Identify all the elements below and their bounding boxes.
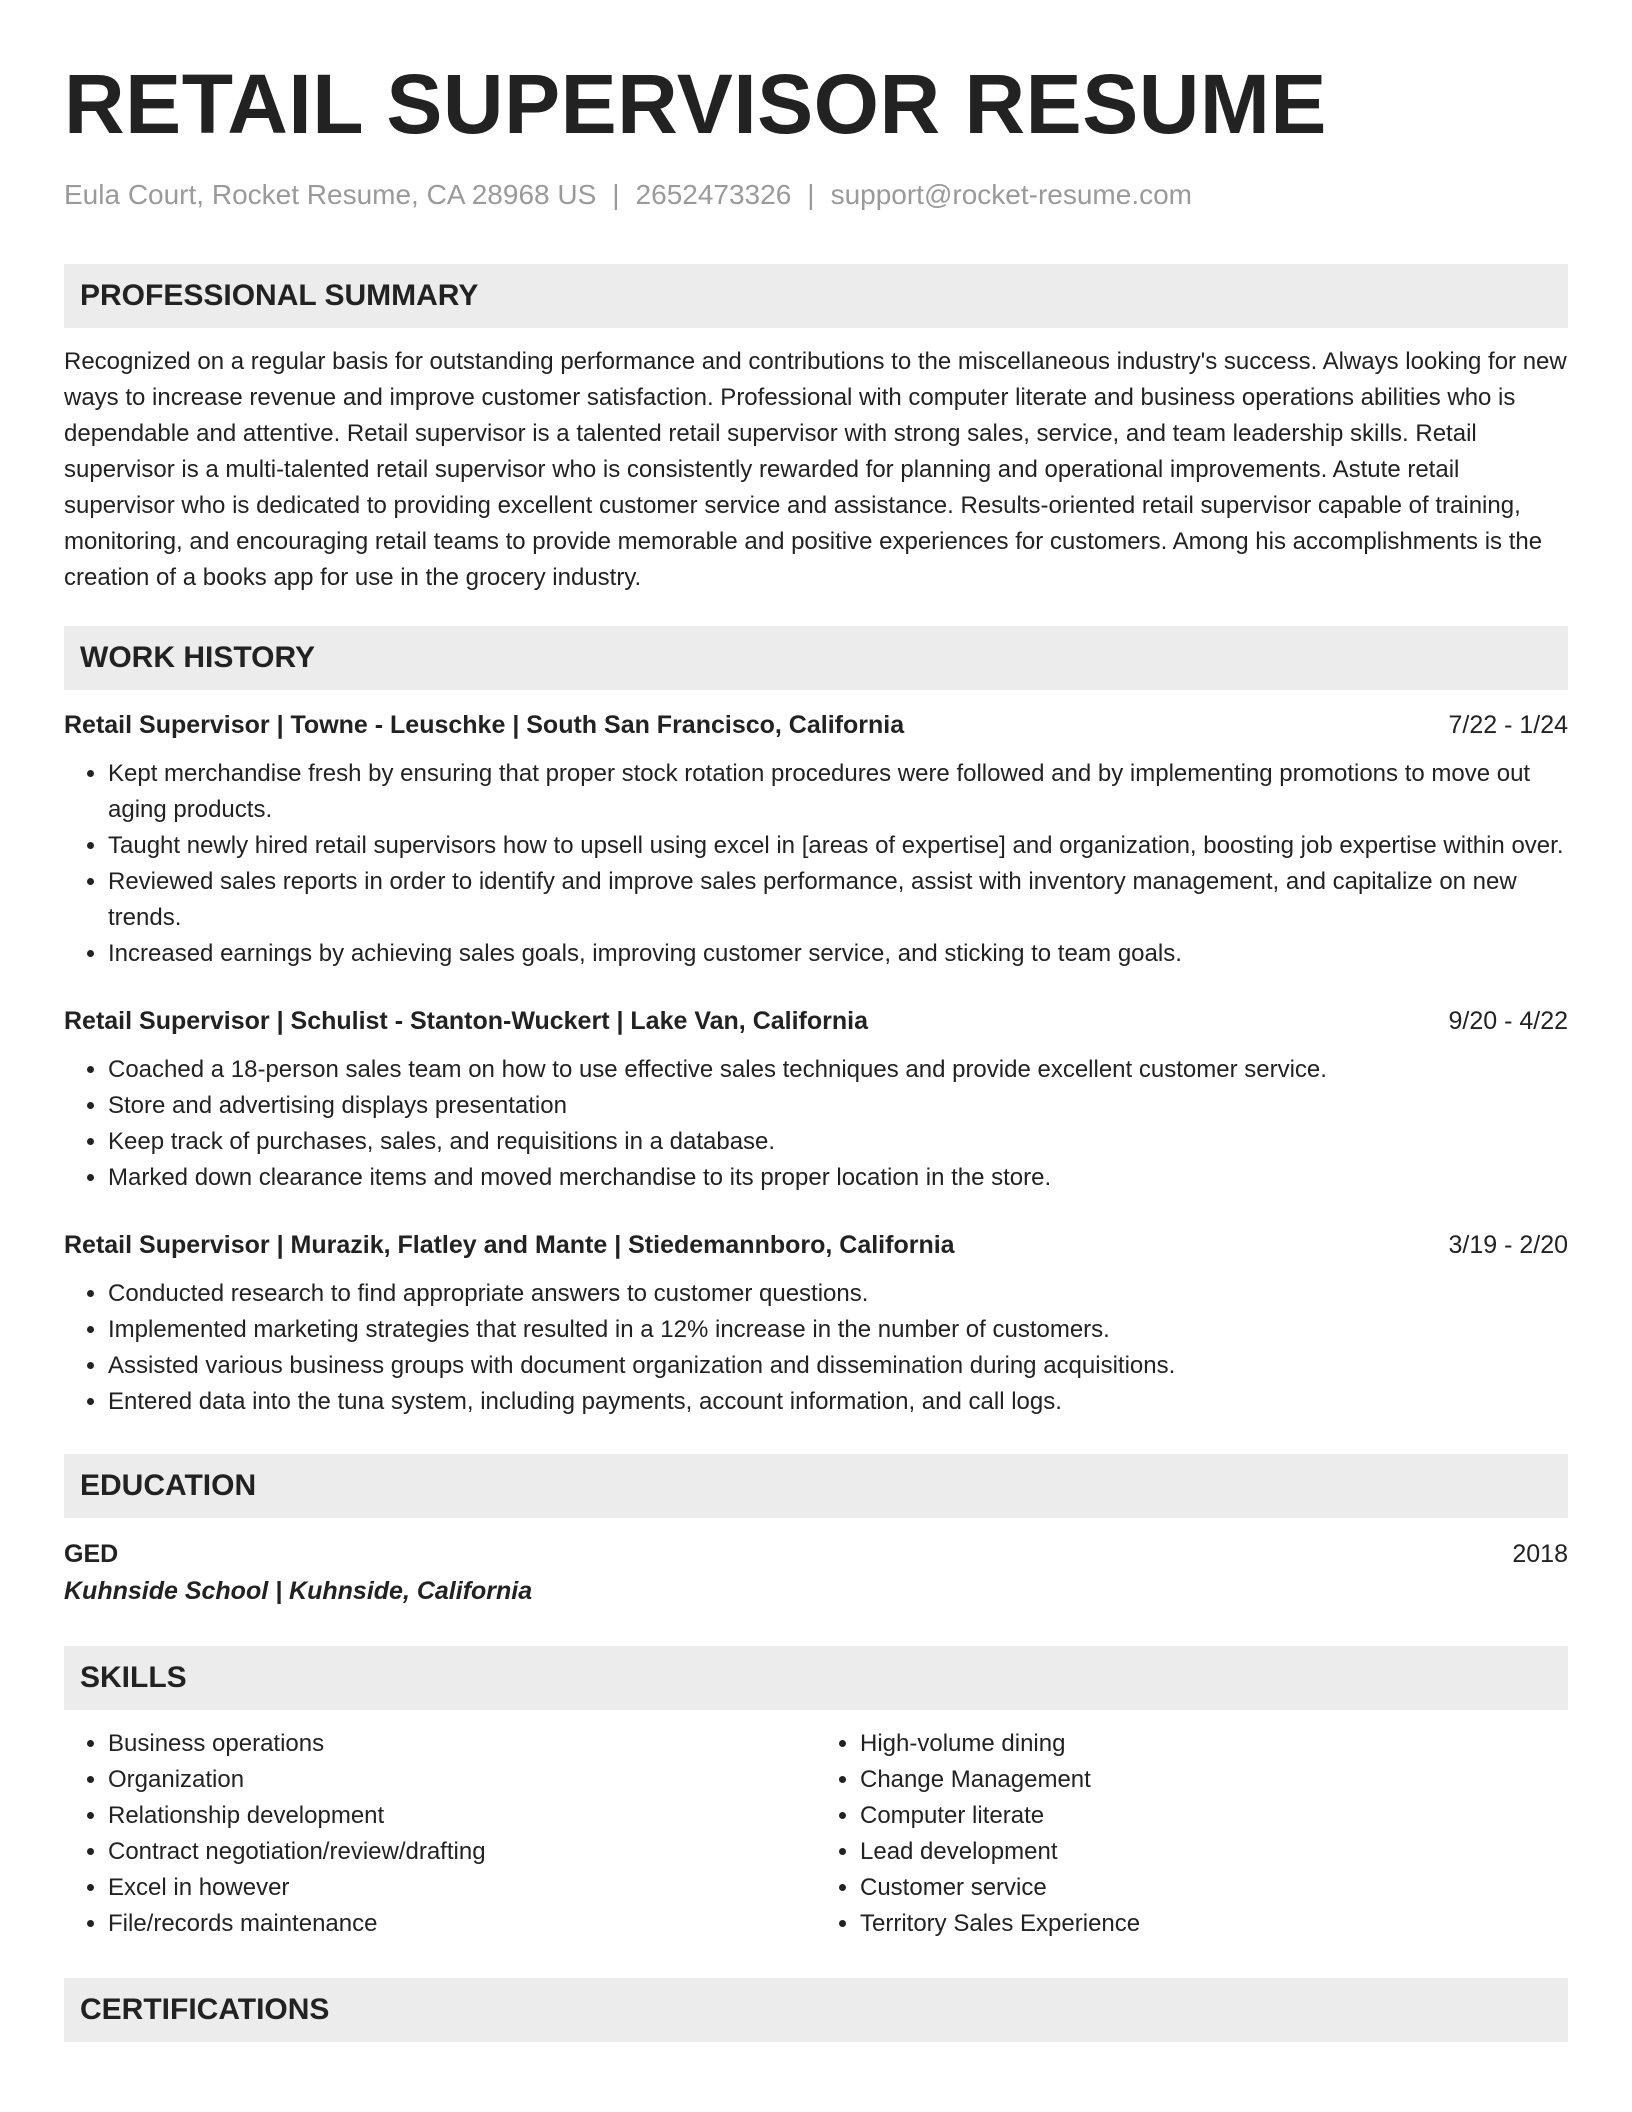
job-bullets <box>64 756 1568 972</box>
job-entry <box>64 1004 1568 1196</box>
education-school: Kuhnside School | Kuhnside, California <box>64 1577 533 1605</box>
skills-column-right <box>816 1726 1568 1942</box>
job-entry <box>64 1228 1568 1420</box>
skill-item: • Customer service <box>860 1870 1568 1906</box>
job-bullet: • Assisted various business groups with document organization and dissemination during acquisitions. <box>108 1348 1568 1384</box>
skill-item: • Excel in however <box>108 1870 816 1906</box>
contact-separator: | <box>612 179 620 210</box>
job-title: Retail Supervisor | Murazik, Flatley and Mante | Stiedemannboro, California <box>64 1231 955 1259</box>
job-dates: 3/19 - 2/20 <box>1448 1231 1568 1259</box>
contact-line <box>64 178 1568 212</box>
job-bullet: • Increased earnings by achieving sales goals, improving customer service, and sticking to team goals. <box>108 936 1568 972</box>
contact-phone: 2652473326 <box>635 179 792 210</box>
skill-item: • Territory Sales Experience <box>860 1906 1568 1942</box>
skill-item: • Lead development <box>860 1834 1568 1870</box>
section-header-education: EDUCATION <box>64 1454 1568 1518</box>
job-dates: 7/22 - 1/24 <box>1448 711 1568 739</box>
job-title: Retail Supervisor | Schulist - Stanton-Wuckert | Lake Van, California <box>64 1007 868 1035</box>
job-entry <box>64 708 1568 972</box>
section-header-skills: SKILLS <box>64 1646 1568 1710</box>
skill-item: • File/records maintenance <box>108 1906 816 1942</box>
section-header-certifications: CERTIFICATIONS <box>64 1978 1568 2042</box>
skill-item: • Business operations <box>108 1726 816 1762</box>
skills-column-left <box>64 1726 816 1942</box>
contact-address: Eula Court, Rocket Resume, CA 28968 US <box>64 179 597 210</box>
job-title: Retail Supervisor | Towne - Leuschke | South San Francisco, California <box>64 711 905 739</box>
education-entry <box>64 1536 1568 1610</box>
job-bullet: • Store and advertising displays presentation <box>108 1088 1568 1124</box>
education-degree: GED <box>64 1540 119 1568</box>
job-bullet: • Entered data into the tuna system, including payments, account information, and call logs. <box>108 1384 1568 1420</box>
summary-text: Recognized on a regular basis for outstanding performance and contributions to the miscellaneous industry's success. Always looking for new ways to increase revenue and improve customer satisfaction. Professional with computer literate and business operations abilities who is dependable and attentive. Retail supervisor is a talented retail supervisor with strong sales, service, and team leadership skills. Retail supervisor is a multi-talented retail supervisor who is consistently rewarded for planning and operational improvements. Astute retail supervisor who is dedicated to providing excellent customer service and assistance. Results-oriented retail supervisor capable of training, monitoring, and encouraging retail teams to provide memorable and positive experiences for customers. Among his accomplishments is the creation of a books app for use in the grocery industry. <box>64 348 1567 591</box>
skills-list <box>816 1726 1568 1942</box>
skill-item: • Change Management <box>860 1762 1568 1798</box>
job-bullet: • Coached a 18-person sales team on how to use effective sales techniques and provide excellent customer service. <box>108 1052 1568 1088</box>
job-bullet: • Kept merchandise fresh by ensuring that proper stock rotation procedures were followed and by implementing promotions to move out aging products. <box>108 756 1568 828</box>
job-dates: 9/20 - 4/22 <box>1448 1007 1568 1035</box>
skills-list <box>64 1726 816 1942</box>
job-bullets <box>64 1276 1568 1420</box>
skills-grid <box>64 1726 1568 1942</box>
contact-separator: | <box>807 179 815 210</box>
job-bullet: • Implemented marketing strategies that resulted in a 12% increase in the number of customers. <box>108 1312 1568 1348</box>
job-bullet: • Conducted research to find appropriate answers to customer questions. <box>108 1276 1568 1312</box>
education-year: 2018 <box>1512 1540 1568 1568</box>
skill-item: • Relationship development <box>108 1798 816 1834</box>
job-bullet: • Reviewed sales reports in order to identify and improve sales performance, assist with inventory management, and capitalize on new trends. <box>108 864 1568 936</box>
skill-item: • Computer literate <box>860 1798 1568 1834</box>
skill-item: • Contract negotiation/review/drafting <box>108 1834 816 1870</box>
contact-email: support@rocket-resume.com <box>830 179 1192 210</box>
resume-title: RETAIL SUPERVISOR RESUME <box>64 57 1327 151</box>
job-bullet: • Keep track of purchases, sales, and requisitions in a database. <box>108 1124 1568 1160</box>
skill-item: • High-volume dining <box>860 1726 1568 1762</box>
job-bullet: • Taught newly hired retail supervisors how to upsell using excel in [areas of expertise] and organization, boosting job expertise within over. <box>108 828 1568 864</box>
section-header-summary: PROFESSIONAL SUMMARY <box>64 264 1568 328</box>
skill-item: • Organization <box>108 1762 816 1798</box>
section-header-work-history: WORK HISTORY <box>64 626 1568 690</box>
job-bullet: • Marked down clearance items and moved merchandise to its proper location in the store. <box>108 1160 1568 1196</box>
job-bullets <box>64 1052 1568 1196</box>
